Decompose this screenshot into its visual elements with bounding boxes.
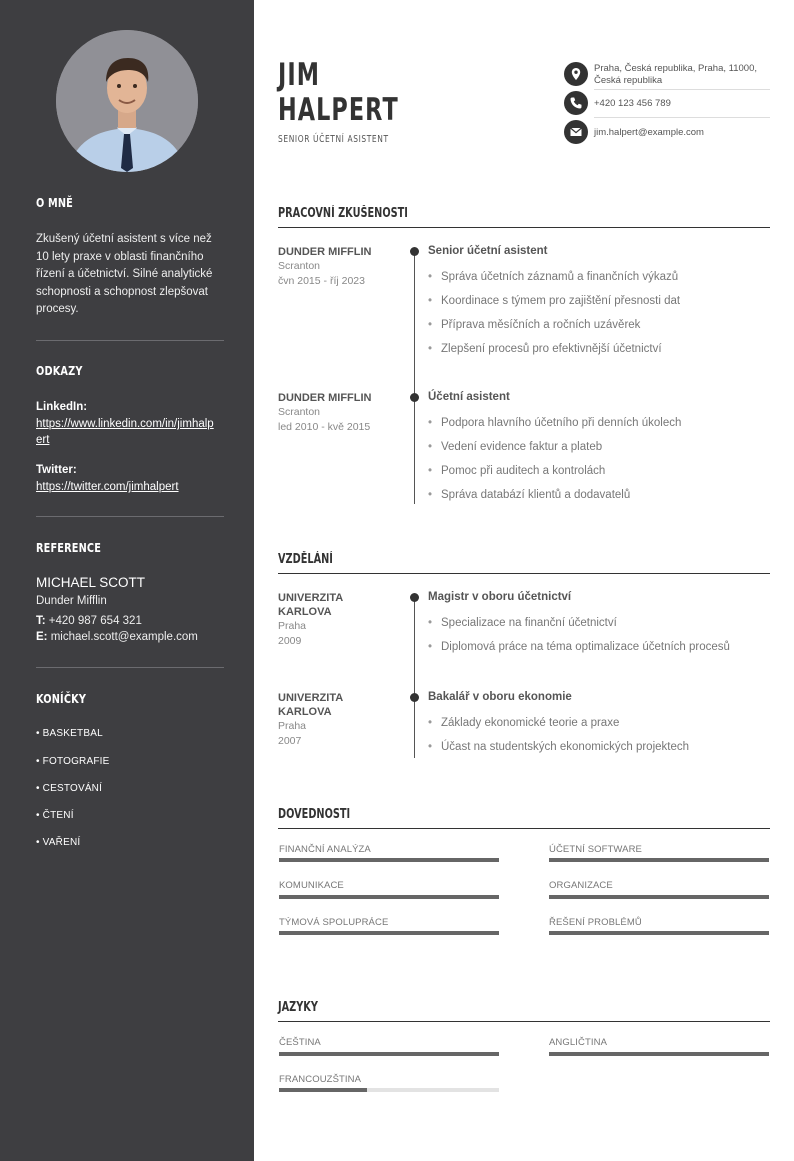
experience-bullet: • Správa účetních záznamů a finančních výkazů	[428, 271, 678, 283]
education-bullet: • Specializace na finanční účetnictví	[428, 617, 617, 629]
education-degree: Magistr v oboru účetnictví	[428, 591, 572, 603]
reference-phone-value: +420 987 654 321	[48, 615, 142, 627]
sidebar-divider	[36, 340, 224, 341]
contact-divider	[594, 89, 770, 90]
education-org: UNIVERZITA KARLOVA	[278, 592, 343, 618]
location-pin-icon	[564, 62, 588, 86]
experience-location: Scranton	[278, 406, 321, 418]
languages-heading: JAZYKY	[278, 1000, 318, 1015]
hobby-item: • BASKETBAL	[36, 728, 103, 739]
skill-label: TÝMOVÁ SPOLUPRÁCE	[279, 917, 389, 928]
education-org: UNIVERZITA KARLOVA	[278, 692, 343, 718]
skill-bar-fill	[549, 858, 769, 862]
experience-dates: čvn 2015 - říj 2023	[278, 275, 365, 287]
experience-dates: led 2010 - kvě 2015	[278, 421, 371, 433]
language-bar-fill	[549, 1052, 769, 1056]
language-bar-fill	[279, 1052, 499, 1056]
education-heading: VZDĚLÁNÍ	[278, 552, 333, 567]
reference-email-value: michael.scott@example.com	[50, 631, 198, 643]
experience-bullet: • Zlepšení procesů pro efektivnější účetnictví	[428, 343, 662, 355]
skill-bar	[279, 858, 499, 862]
phone-icon	[564, 91, 588, 115]
contact-divider	[594, 117, 770, 118]
experience-role: Senior účetní asistent	[428, 245, 548, 257]
address-text: Praha, Česká republika, Praha, 11000, Česká republika	[594, 63, 758, 86]
section-rule	[278, 573, 770, 574]
language-bar-fill	[279, 1088, 367, 1092]
reference-email-label: E:	[36, 631, 48, 643]
email-text: jim.halpert@example.com	[594, 127, 704, 138]
twitter-link[interactable]: https://twitter.com/jimhalpert	[36, 481, 179, 493]
contact-address	[564, 62, 770, 88]
phone-text: +420 123 456 789	[594, 98, 671, 109]
experience-role: Účetní asistent	[428, 391, 510, 403]
reference-name: MICHAEL SCOTT	[36, 575, 146, 590]
experience-bullet: • Vedení evidence faktur a plateb	[428, 441, 602, 453]
skill-bar-fill	[549, 931, 769, 935]
avatar-illustration	[56, 30, 198, 172]
timeline-dot	[410, 693, 419, 702]
reference-company: Dunder Mifflin	[36, 595, 107, 607]
language-label: FRANCOUZŠTINA	[279, 1074, 362, 1085]
hobbies-heading: KONÍČKY	[36, 691, 87, 706]
section-rule	[278, 227, 770, 228]
experience-bullet: • Koordinace s týmem pro zajištění přesnosti dat	[428, 295, 680, 307]
twitter-label: Twitter:	[36, 464, 77, 476]
education-bullet: • Účast na studentských ekonomických projektech	[428, 741, 689, 753]
language-label: ANGLIČTINA	[549, 1037, 608, 1048]
hobby-item: • FOTOGRAFIE	[36, 756, 110, 767]
sidebar-divider	[36, 516, 224, 517]
contact-email	[564, 120, 770, 144]
about-text: Zkušený účetní asistent s více než 10 lety praxe v oblasti finančního řízení a účetnictví. Silné analytické schopnosti a schopnost zlepšovat procesy.	[36, 233, 213, 315]
skill-label: ŘEŠENÍ PROBLÉMŮ	[549, 917, 642, 928]
first-name: JIM	[278, 57, 321, 93]
job-title: SENIOR ÚČETNÍ ASISTENT	[278, 134, 389, 145]
links-heading: ODKAZY	[36, 363, 83, 378]
skill-bar-fill	[279, 895, 499, 899]
hobby-item: • CESTOVÁNÍ	[36, 783, 103, 794]
sidebar	[0, 0, 254, 1161]
reference-email	[36, 631, 198, 643]
skill-bar-fill	[279, 931, 499, 935]
education-bullet: • Diplomová práce na téma optimalizace účetních procesů	[428, 641, 730, 653]
skill-label: FINANČNÍ ANALÝZA	[279, 844, 371, 855]
skill-bar	[279, 931, 499, 935]
envelope-icon	[564, 120, 588, 144]
experience-bullet: • Příprava měsíčních a ročních uzávěrek	[428, 319, 640, 331]
skills-heading: DOVEDNOSTI	[278, 807, 351, 822]
timeline-dot	[410, 247, 419, 256]
section-rule	[278, 1021, 770, 1022]
language-label: ČEŠTINA	[279, 1037, 321, 1048]
experience-heading: PRACOVNÍ ZKUŠENOSTI	[278, 206, 408, 221]
education-location: Praha	[278, 720, 307, 732]
timeline-dot	[410, 393, 419, 402]
language-bar	[279, 1052, 499, 1056]
section-rule	[278, 828, 770, 829]
linkedin-label: LinkedIn:	[36, 401, 88, 413]
skill-label: ORGANIZACE	[549, 880, 613, 891]
reference-phone	[36, 615, 142, 627]
language-bar	[279, 1088, 499, 1092]
education-year: 2009	[278, 635, 302, 647]
timeline-dot	[410, 593, 419, 602]
skill-bar	[549, 895, 769, 899]
timeline-line	[414, 596, 415, 758]
skill-bar	[549, 858, 769, 862]
linkedin-link[interactable]: https://www.linkedin.com/in/jimhalpert	[36, 418, 214, 446]
skill-label: KOMUNIKACE	[279, 880, 344, 891]
education-bullet: • Základy ekonomické teorie a praxe	[428, 717, 619, 729]
sidebar-divider	[36, 667, 224, 668]
last-name: HALPERT	[278, 92, 399, 128]
hobby-item: • ČTENÍ	[36, 810, 74, 821]
experience-bullet: • Správa databází klientů a dodavatelů	[428, 489, 630, 501]
timeline-line	[414, 250, 415, 504]
about-heading: O MNĚ	[36, 195, 73, 210]
profile-photo	[56, 30, 198, 172]
experience-bullet: • Pomoc při auditech a kontrolách	[428, 465, 605, 477]
skill-bar-fill	[549, 895, 769, 899]
hobby-item: • VAŘENÍ	[36, 837, 81, 848]
skill-bar-fill	[279, 858, 499, 862]
experience-org: DUNDER MIFFLIN	[278, 246, 372, 258]
experience-org: DUNDER MIFFLIN	[278, 392, 372, 404]
education-location: Praha	[278, 620, 307, 632]
reference-heading: REFERENCE	[36, 540, 102, 555]
skill-bar	[279, 895, 499, 899]
experience-location: Scranton	[278, 260, 321, 272]
skill-label: ÚČETNÍ SOFTWARE	[549, 844, 642, 855]
skill-bar	[549, 931, 769, 935]
experience-bullet: • Podpora hlavního účetního při denních úkolech	[428, 417, 681, 429]
language-bar	[549, 1052, 769, 1056]
education-degree: Bakalář v oboru ekonomie	[428, 691, 572, 703]
contact-phone	[564, 91, 770, 115]
person-name	[278, 58, 399, 128]
education-year: 2007	[278, 735, 302, 747]
reference-phone-label: T:	[36, 615, 46, 627]
